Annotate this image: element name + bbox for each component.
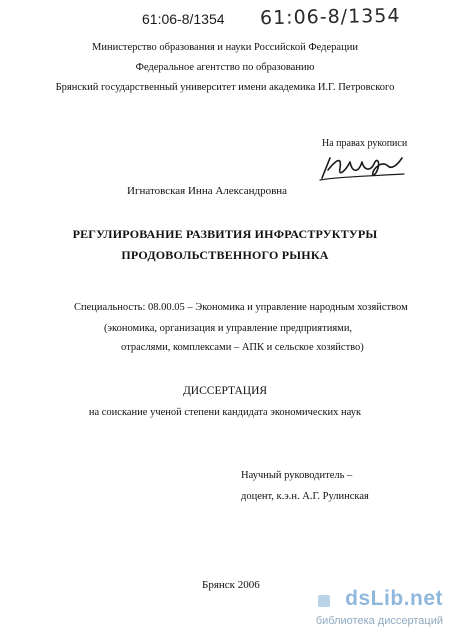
watermark-subtitle: библиотека диссертаций	[315, 615, 443, 627]
watermark-logo: dsLib.net	[345, 587, 443, 610]
advisor-name: доцент, к.э.н. А.Г. Рулинская	[241, 491, 369, 502]
author-name: Игнатовская Инна Александровна	[127, 185, 288, 197]
specialty-line-3: отраслями, комплексами – АПК и сельское хозяйство)	[121, 342, 364, 353]
signature-icon	[318, 150, 408, 189]
ministry-line: Министерство образования и науки Российской Федерации	[92, 42, 358, 53]
catalog-stamp: 61:06-8/1354	[142, 11, 225, 27]
city-year: Брянск 2006	[202, 579, 260, 591]
document-type: ДИССЕРТАЦИЯ	[182, 385, 268, 397]
university-line: Брянский государственный университет имени академика И.Г. Петровского	[55, 82, 395, 93]
watermark[interactable]	[287, 585, 447, 635]
degree-line: на соискание ученой степени кандидата экономических наук	[88, 407, 362, 418]
catalog-handwritten-number: 61:06-8/1354	[259, 4, 401, 30]
thesis-title-line-2: ПРОДОВОЛЬСТВЕННОГО РЫНКА	[121, 248, 329, 262]
dslib-logo-icon	[317, 594, 331, 608]
specialty-line-1: Специальность: 08.00.05 – Экономика и управление народным хозяйством	[74, 302, 408, 313]
thesis-title-line-1: РЕГУЛИРОВАНИЕ РАЗВИТИЯ ИНФРАСТРУКТУРЫ	[72, 227, 378, 241]
specialty-line-2: (экономика, организация и управление предприятиями,	[104, 323, 353, 334]
advisor-label: Научный руководитель –	[241, 470, 353, 481]
agency-line: Федеральное агентство по образованию	[135, 62, 315, 73]
manuscript-rights-note: На правах рукописи	[322, 138, 408, 149]
